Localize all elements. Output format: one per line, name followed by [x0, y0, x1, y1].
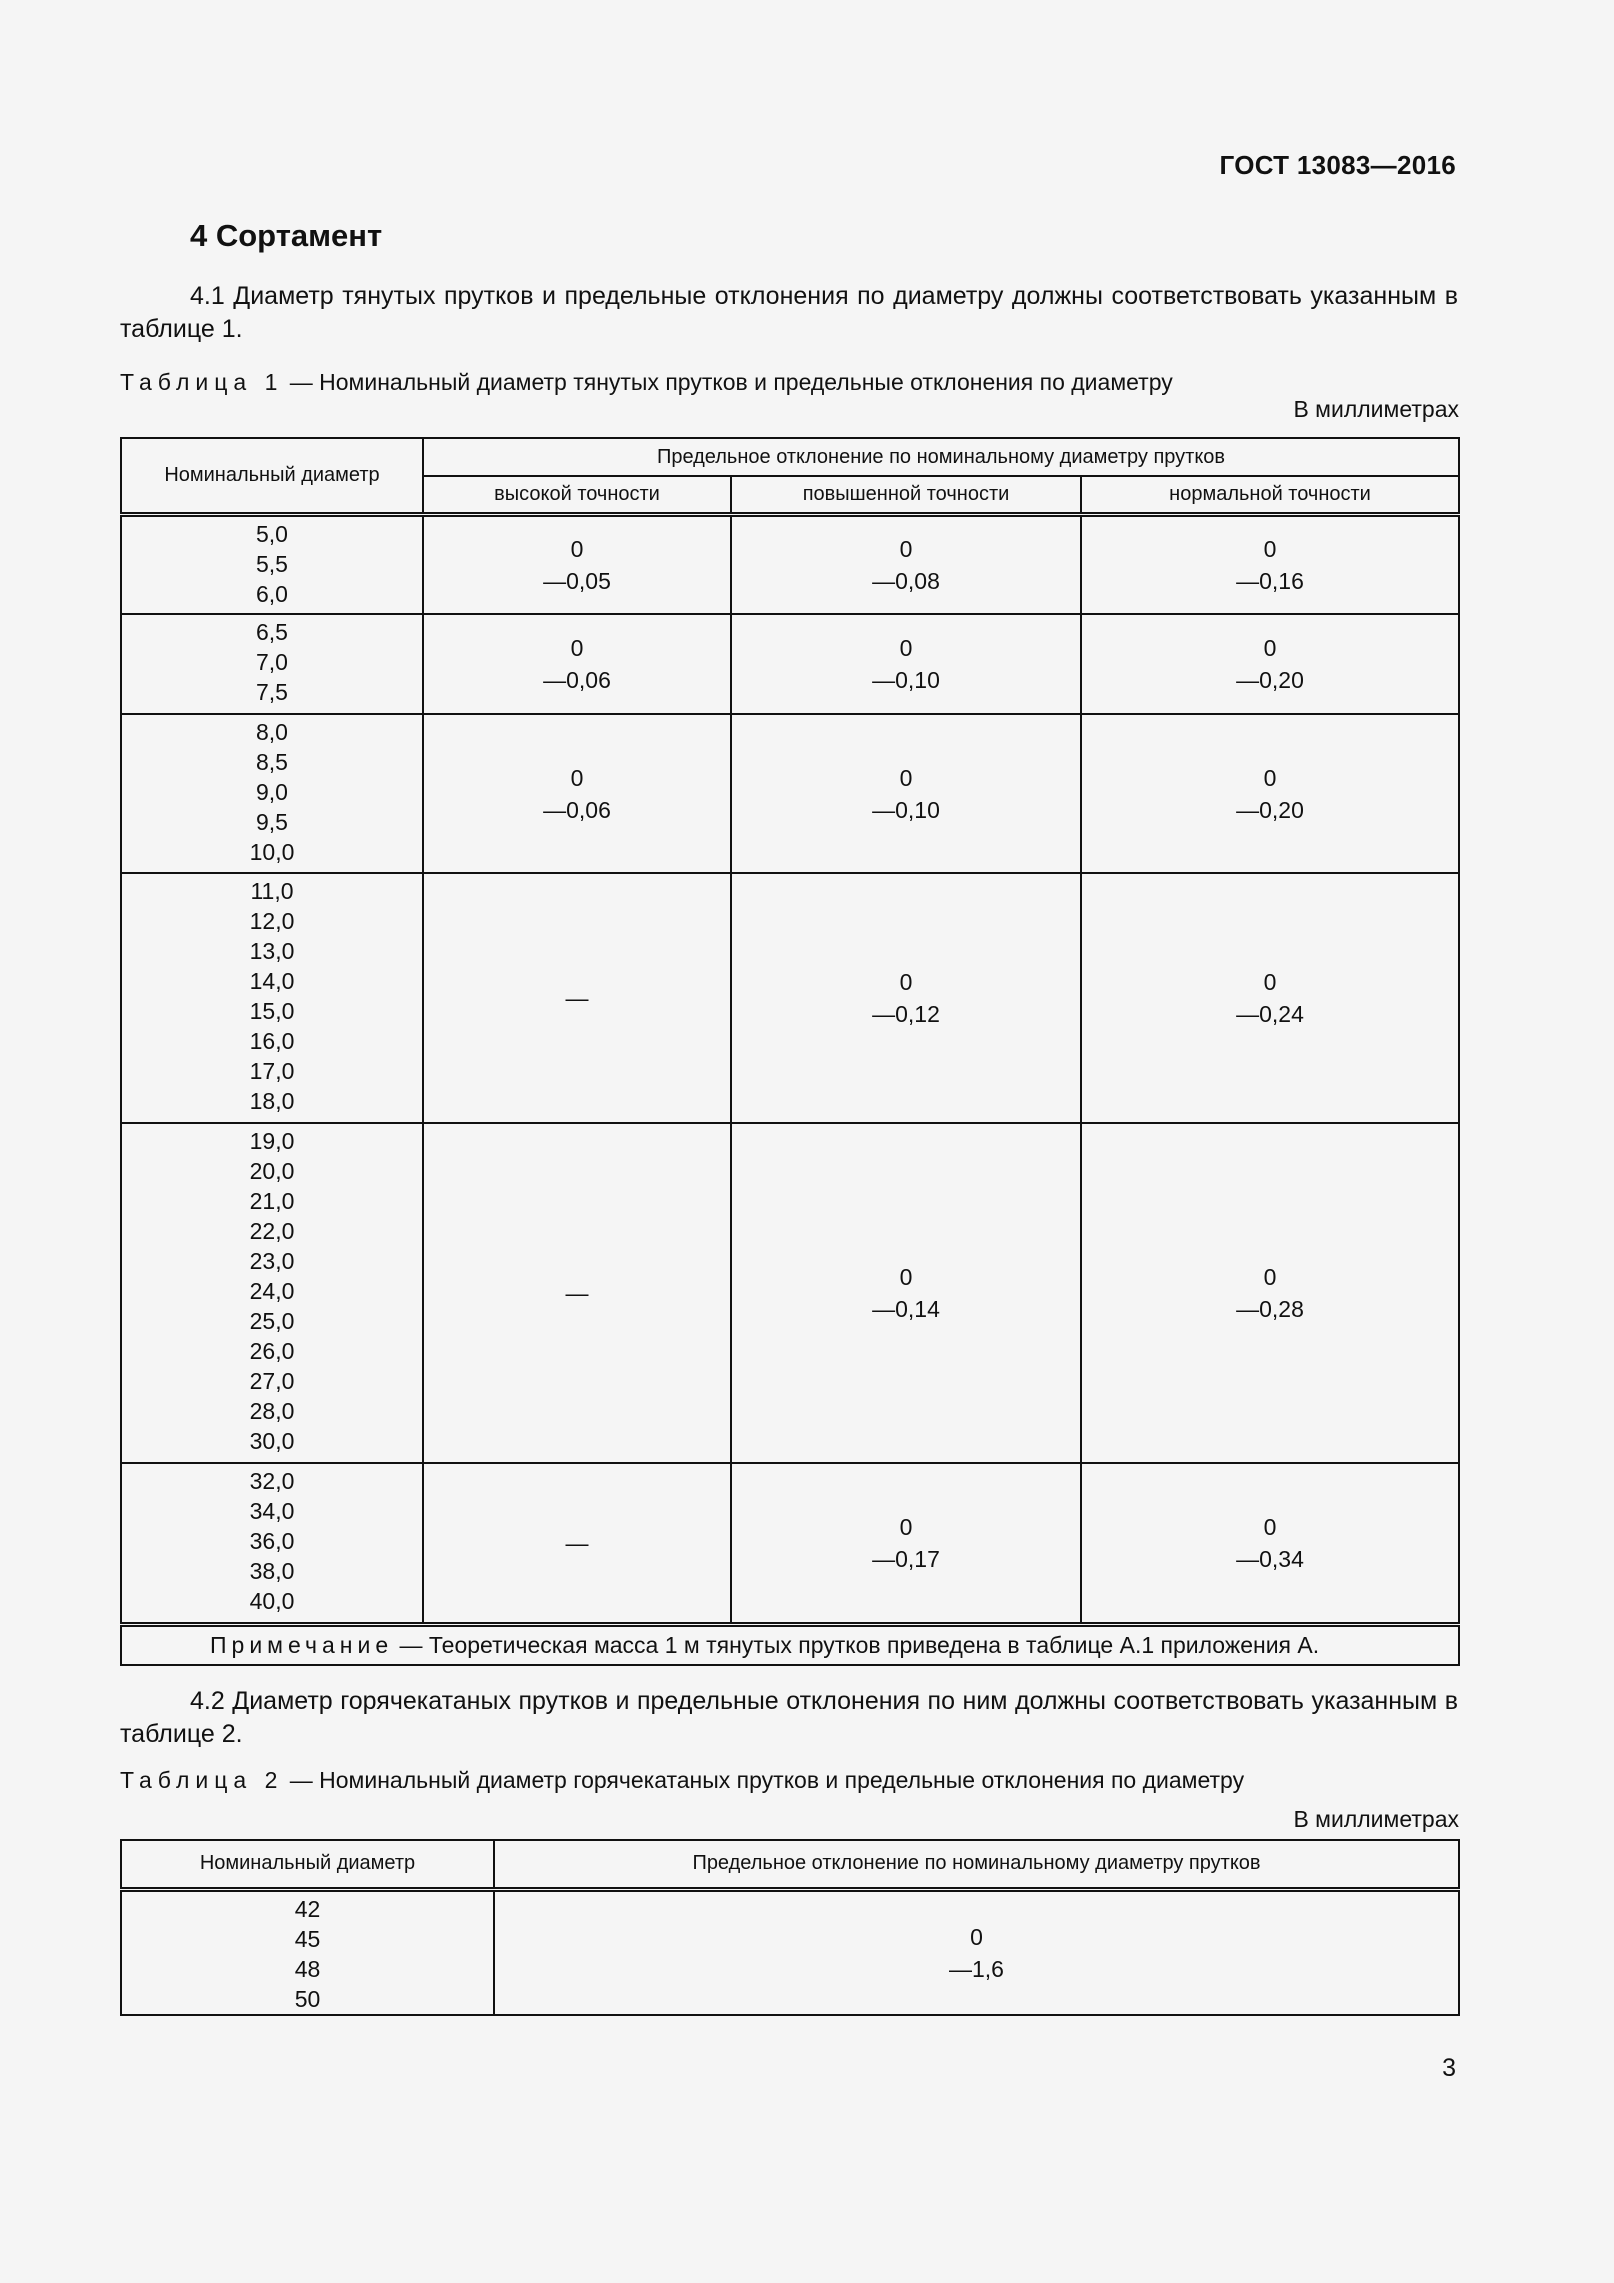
diameter-value: 50 — [294, 1985, 321, 2012]
deviation-cell-normal — [1081, 614, 1459, 714]
diameter-value: 36,0 — [249, 1528, 295, 1554]
diameter-cell — [121, 514, 423, 614]
deviation-value: —0,10 — [872, 796, 940, 823]
deviation-value: —0,10 — [872, 667, 940, 693]
deviation-value: 0 — [899, 1513, 913, 1540]
deviation-value: —0,08 — [872, 567, 940, 594]
deviation-cell-high — [423, 1123, 731, 1463]
diameter-cell — [121, 714, 423, 873]
deviation-value: —0,06 — [543, 667, 611, 693]
diameter-value: 27,0 — [249, 1368, 295, 1394]
deviation-value: 0 — [570, 635, 584, 661]
diameter-value: 12,0 — [249, 908, 295, 934]
deviation-value: 0 — [1263, 1513, 1277, 1540]
table-row — [121, 514, 1459, 614]
diameter-value: 16,0 — [249, 1028, 295, 1054]
diameter-value: 28,0 — [249, 1398, 295, 1424]
deviation-value: — — [565, 985, 589, 1011]
diameter-value: 23,0 — [249, 1248, 295, 1274]
paragraph-4-1-text: 4.1 Диаметр тянутых прутков и предельные отклонения по диаметру должны соответствовать указанным в таблице 1. — [120, 282, 1458, 343]
diameter-value: 14,0 — [249, 968, 295, 994]
diameter-value: 34,0 — [249, 1498, 295, 1524]
deviation-value: —0,12 — [872, 1001, 940, 1027]
deviation-value: —0,16 — [1236, 567, 1304, 594]
diameter-value: 5,0 — [256, 520, 288, 547]
deviation-value: 0 — [970, 1923, 983, 1950]
deviation-value: 0 — [1263, 764, 1277, 791]
deviation-cell-raised — [731, 614, 1081, 714]
table-row — [121, 873, 1459, 1123]
diameter-cell — [121, 1463, 423, 1624]
table1-caption-text: — Номинальный диаметр тянутых прутков и предельные отклонения по диаметру — [283, 369, 1173, 395]
deviation-cell-raised — [731, 873, 1081, 1123]
deviation-cell-high — [423, 614, 731, 714]
table2-caption-text: — Номинальный диаметр горячекатаных прутков и предельные отклонения по диаметру — [283, 1767, 1245, 1793]
diameter-cell — [121, 614, 423, 714]
deviation-cell-raised — [731, 514, 1081, 614]
deviation-value: 0 — [899, 535, 913, 562]
table2-caption — [120, 1767, 1244, 1794]
deviation-cell — [494, 1889, 1459, 2015]
diameter-value: 32,0 — [249, 1468, 295, 1494]
table1-note — [121, 1624, 1459, 1665]
diameter-value: 18,0 — [249, 1088, 295, 1114]
diameter-value: 45 — [294, 1925, 321, 1952]
paragraph-4-2-text: 4.2 Диаметр горячекатаных прутков и предельные отклонения по ним должны соответствовать указанным в таблице 2. — [120, 1687, 1458, 1748]
diameter-value: 42 — [294, 1895, 321, 1922]
document-id: ГОСТ 13083—2016 — [1219, 150, 1456, 180]
diameter-value: 26,0 — [249, 1338, 295, 1364]
deviation-value: —0,20 — [1236, 667, 1304, 693]
diameter-value: 13,0 — [249, 938, 295, 964]
diameter-cell — [121, 873, 423, 1123]
deviation-cell-normal — [1081, 514, 1459, 614]
diameter-value: 22,0 — [249, 1218, 295, 1244]
diameter-value: 7,0 — [256, 649, 288, 675]
table1-caption — [120, 369, 1173, 396]
deviation-value: 0 — [1263, 1264, 1277, 1290]
table1-note-text: — Теоретическая масса 1 м тянутых прутков приведена в таблице А.1 приложения А. — [393, 1632, 1320, 1659]
diameter-value: 7,5 — [256, 679, 288, 705]
deviation-value: —0,34 — [1236, 1545, 1304, 1572]
diameter-value: 10,0 — [249, 839, 295, 865]
diameter-value: 20,0 — [249, 1158, 295, 1184]
table-row — [121, 1123, 1459, 1463]
deviation-value: —1,6 — [949, 1955, 1004, 1982]
diameter-value: 11,0 — [250, 878, 294, 904]
deviation-cell-high — [423, 714, 731, 873]
section-title: 4 Сортамент — [190, 218, 383, 253]
table1-header-diameter: Номинальный диаметр — [121, 438, 423, 514]
table2-header-diameter: Номинальный диаметр — [121, 1840, 494, 1889]
deviation-value: — — [565, 1280, 589, 1306]
deviation-value: 0 — [1263, 635, 1277, 661]
deviation-value: 0 — [570, 764, 584, 791]
deviation-cell-high — [423, 514, 731, 614]
diameter-value: 40,0 — [249, 1588, 295, 1614]
table-row — [121, 1463, 1459, 1624]
deviation-value: —0,28 — [1236, 1296, 1304, 1322]
deviation-value: 0 — [899, 635, 913, 661]
paragraph-4-1 — [120, 280, 1458, 346]
diameter-value: 30,0 — [249, 1428, 295, 1454]
deviation-cell-raised — [731, 1463, 1081, 1624]
table2-units: В миллиметрах — [1293, 1806, 1459, 1832]
table1-header-normal: нормальной точности — [1081, 476, 1459, 514]
table1-header-raised: повышенной точности — [731, 476, 1081, 514]
table2 — [120, 1839, 1460, 2016]
deviation-value: —0,20 — [1236, 796, 1304, 823]
table1-caption-label: Таблица 1 — [120, 369, 284, 395]
diameter-value: 48 — [294, 1955, 321, 1982]
diameter-value: 17,0 — [249, 1058, 295, 1084]
diameter-value: 9,5 — [256, 809, 288, 835]
diameter-value: 24,0 — [249, 1278, 295, 1304]
deviation-cell-raised — [731, 714, 1081, 873]
deviation-cell-normal — [1081, 1463, 1459, 1624]
page-number: 3 — [1442, 2054, 1456, 2082]
table1-body — [121, 514, 1459, 1624]
diameter-value: 25,0 — [249, 1308, 295, 1334]
deviation-value: — — [565, 1529, 589, 1556]
table1-header-deviation-group: Предельное отклонение по номинальному диаметру прутков — [423, 438, 1459, 476]
table1-note-label: Примечание — [210, 1632, 394, 1659]
deviation-value: 0 — [1263, 535, 1277, 562]
deviation-value: 0 — [570, 535, 584, 562]
deviation-cell-raised — [731, 1123, 1081, 1463]
diameter-value: 8,5 — [256, 749, 288, 775]
table2-caption-label: Таблица 2 — [120, 1767, 284, 1793]
diameter-value: 8,0 — [256, 719, 288, 745]
deviation-value: —0,24 — [1236, 1001, 1304, 1027]
deviation-cell-high — [423, 1463, 731, 1624]
deviation-value: 0 — [1263, 969, 1277, 995]
deviation-cell-high — [423, 873, 731, 1123]
deviation-cell-normal — [1081, 1123, 1459, 1463]
diameter-value: 5,5 — [256, 550, 288, 577]
table-row — [121, 614, 1459, 714]
table-row — [121, 714, 1459, 873]
deviation-cell-normal — [1081, 714, 1459, 873]
deviation-value: 0 — [899, 969, 913, 995]
deviation-value: —0,05 — [543, 567, 611, 594]
diameter-cell — [121, 1889, 494, 2015]
diameter-cell — [121, 1123, 423, 1463]
deviation-value: 0 — [899, 764, 913, 791]
table1-header-high: высокой точности — [423, 476, 731, 514]
diameter-value: 21,0 — [249, 1188, 295, 1214]
diameter-value: 15,0 — [249, 998, 295, 1024]
diameter-value: 6,0 — [256, 580, 288, 607]
deviation-value: —0,14 — [872, 1296, 940, 1322]
table1-units: В миллиметрах — [1293, 396, 1459, 422]
deviation-value: —0,06 — [543, 796, 611, 823]
table-row — [121, 1889, 1459, 2015]
diameter-value: 38,0 — [249, 1558, 295, 1584]
diameter-value: 9,0 — [256, 779, 288, 805]
diameter-value: 19,0 — [249, 1128, 295, 1154]
deviation-value: 0 — [899, 1264, 913, 1290]
table2-header-deviation: Предельное отклонение по номинальному диаметру прутков — [494, 1840, 1459, 1889]
paragraph-4-2 — [120, 1685, 1458, 1751]
deviation-cell-normal — [1081, 873, 1459, 1123]
table1 — [120, 437, 1460, 1666]
deviation-value: —0,17 — [872, 1545, 940, 1572]
table2-body — [121, 1889, 1459, 2015]
diameter-value: 6,5 — [256, 619, 288, 645]
